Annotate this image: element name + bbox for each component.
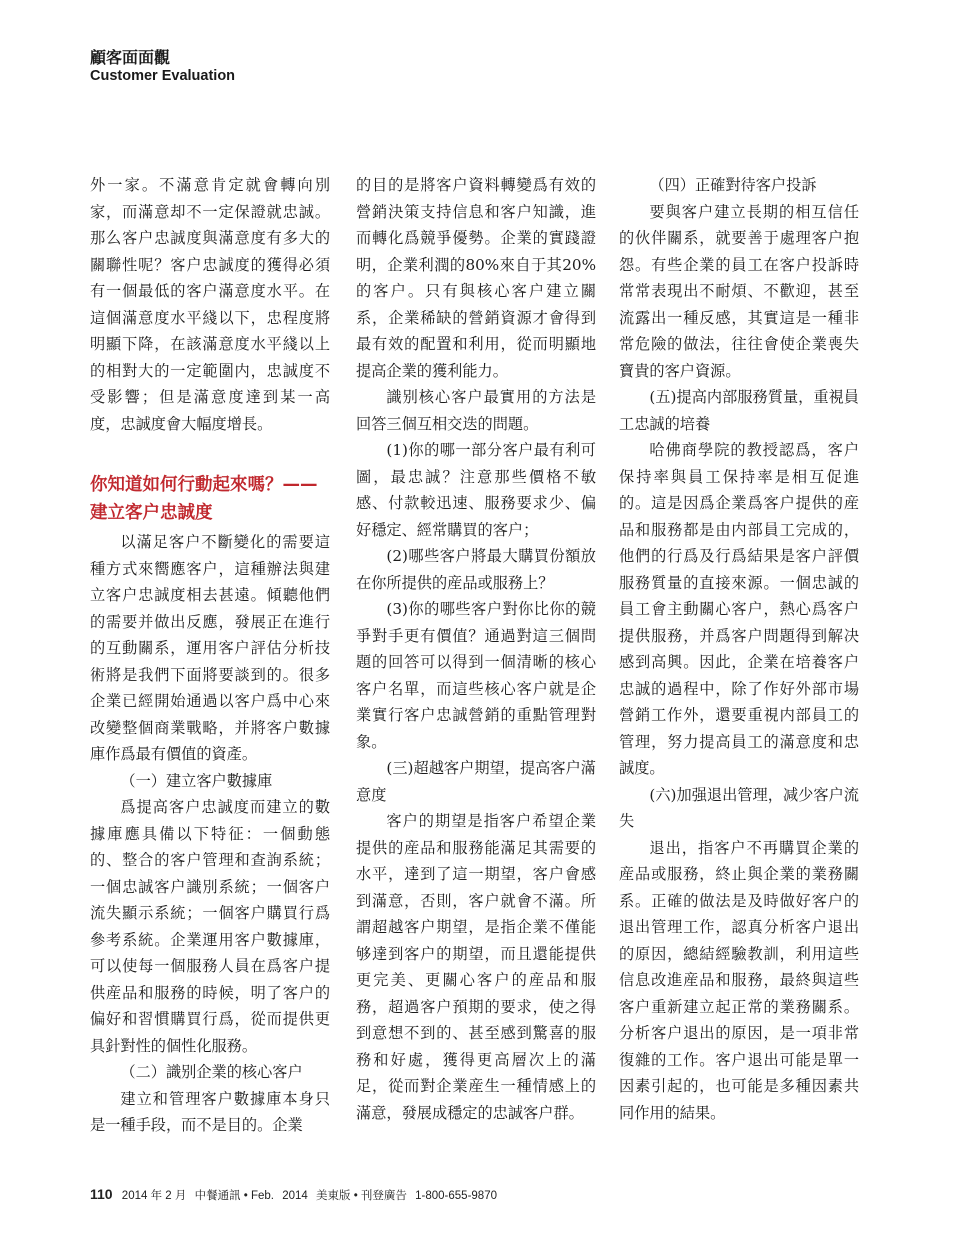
paragraph: 外一家。不滿意肯定就會轉向別家，而滿意却不一定保證就忠誠。那么客户忠誠度與滿意度有多大的關聯性呢？客户忠誠度的獲得必須有一個最低的客户滿意度水平。在這個滿意度水平綫以下，忠程度將明顯下降，在該滿意度水平綫以上的相對大的一定範圍内，忠誠度不受影響；但是滿意度達到某一高度，忠誠度會大幅度增長。 [90,176,330,433]
footer-year: 2014 [282,1190,308,1202]
paragraph: 識别核心客户最實用的方法是回答三個互相交迭的問題。 [356,388,596,433]
paragraph: 爲提高客户忠誠度而建立的數據庫應具備以下特征：一個動態的、整合的客户管理和查詢系統；一個忠誠客户識別系統；一個客户流失顯示系統；一個客户購買行爲參考系統。企業運用客户數據庫，可以使每一個服務人員在爲客户提供産品和服務的時候，明了客户的偏好和習慣購買行爲，從而提供更具針對性的個性化服務。 [90,798,330,1055]
column-3 [619,172,859,1126]
article-heading: 你知道如何行動起來嗎？——建立客户忠誠度 [90,475,318,523]
column-2 [356,172,596,1126]
footer-phone: 1-800-655-9870 [415,1190,497,1202]
section-title-zh: 顧客面面觀 [90,48,171,67]
subheading-four: （四）正確對待客户投訴 [649,176,817,194]
footer-publication: 中餐通訊 • Feb. [194,1190,275,1202]
question-2: (2)哪些客户將最大購買份額放在你所提供的産品或服務上？ [356,547,596,592]
paragraph: 哈佛商學院的教授認爲，客户保持率與員工保持率是相互促進的。這是因爲企業爲客户提供的産品和服務都是由内部員工完成的，他們的行爲及行爲結果是客户評價服務質量的直接來源。一個忠誠的員工會主動關心客户，熱心爲客户提供服務，并爲客户問題得到解决感到高興。因此，企業在培養客户忠誠的過程中，除了作好外部市場營銷工作外，還要重視内部員工的管理，努力提高員工的滿意度和忠誠度。 [619,441,859,777]
subheading-two: （二）識别企業的核心客户 [120,1063,303,1081]
page-footer [90,1186,502,1203]
section-header [90,48,235,85]
subheading-five: (五)提高内部服務質量，重視員工忠誠的培養 [619,388,859,433]
column-1 [90,172,330,1139]
paragraph: 退出，指客户不再購買企業的産品或服務，終止與企業的業務關系。正確的做法是及時做好客户的退出管理工作，認真分析客户退出的原因，總結經驗教訓，利用這些信息改進産品和服務，最終與這些客户重新建立起正常的業務關系。分析客户退出的原因，是一項非常復雜的工作。客户退出可能是單一因素引起的，也可能是多種因素共同作用的結果。 [619,838,859,1122]
footer-date: 2014 年 2 月 [121,1190,187,1202]
paragraph: 建立和管理客户數據庫本身只是一種手段，而不是目的。企業 [90,1089,330,1134]
paragraph: 以滿足客户不斷變化的需要這種方式來嚮應客户，這種辦法與建立客户忠誠度相去甚遠。傾聽他們的需要并做出反應，發展正在進行的互動關系，運用客户評估分析技術將是我們下面將要談到的。很多企業已經開始通過以客户爲中心來改變整個商業戰略，并將客户數據庫作爲最有價值的資產。 [90,533,330,763]
question-1: (1)你的哪一部分客户最有利可圖，最忠誠？注意那些價格不敏感、付款較迅速、服務要求少、偏好穩定、經常購買的客户； [356,441,596,539]
page-number: 110 [90,1186,113,1202]
footer-edition: 美東版 • 刊登廣告 [316,1190,407,1202]
section-title-en: Customer Evaluation [90,68,236,84]
paragraph: 要與客户建立長期的相互信任的伙伴關系，就要善于處理客户抱怨。有些企業的員工在客户投訴時常常表現出不耐煩、不歡迎，甚至流露出一種反感，其實這是一種非常危險的做法，往往會使企業喪失寶貴的客户資源。 [619,202,859,380]
subheading-three: (三)超越客户期望，提高客户滿意度 [356,759,596,804]
question-3: (3)你的哪些客户對你比你的競爭對手更有價值？通過對這三個問題的回答可以得到一個清晰的核心客户名單，而這些核心客户就是企業實行客户忠誠營銷的重點管理對象。 [356,600,596,751]
subheading-one: （一）建立客户數據庫 [120,771,273,790]
paragraph: 客户的期望是指客户希望企業提供的産品和服務能滿足其需要的水平，達到了這一期望，客户會感到滿意，否則，客户就會不滿。所謂超越客户期望，是指企業不僅能够達到客户的期望，而且還能提供更完美、更關心客户的産品和服務，超過客户預期的要求，使之得到意想不到的、甚至感到驚喜的服務和好處，獲得更高層次上的滿足，從而對企業産生一種情感上的滿意，發展成穩定的忠誠客户群。 [356,812,596,1122]
subheading-six: (六)加强退出管理，减少客户流失 [619,785,859,830]
paragraph: 的目的是將客户資料轉變爲有效的營銷決策支持信息和客户知識，進而轉化爲競爭優勢。企業的實踐證明，企業利潤的80%來自于其20%的客户。只有與核心客户建立關系，企業稀缺的營銷資源才會得到最有效的配置和利用，從而明顯地提高企業的獲利能力。 [356,176,596,380]
